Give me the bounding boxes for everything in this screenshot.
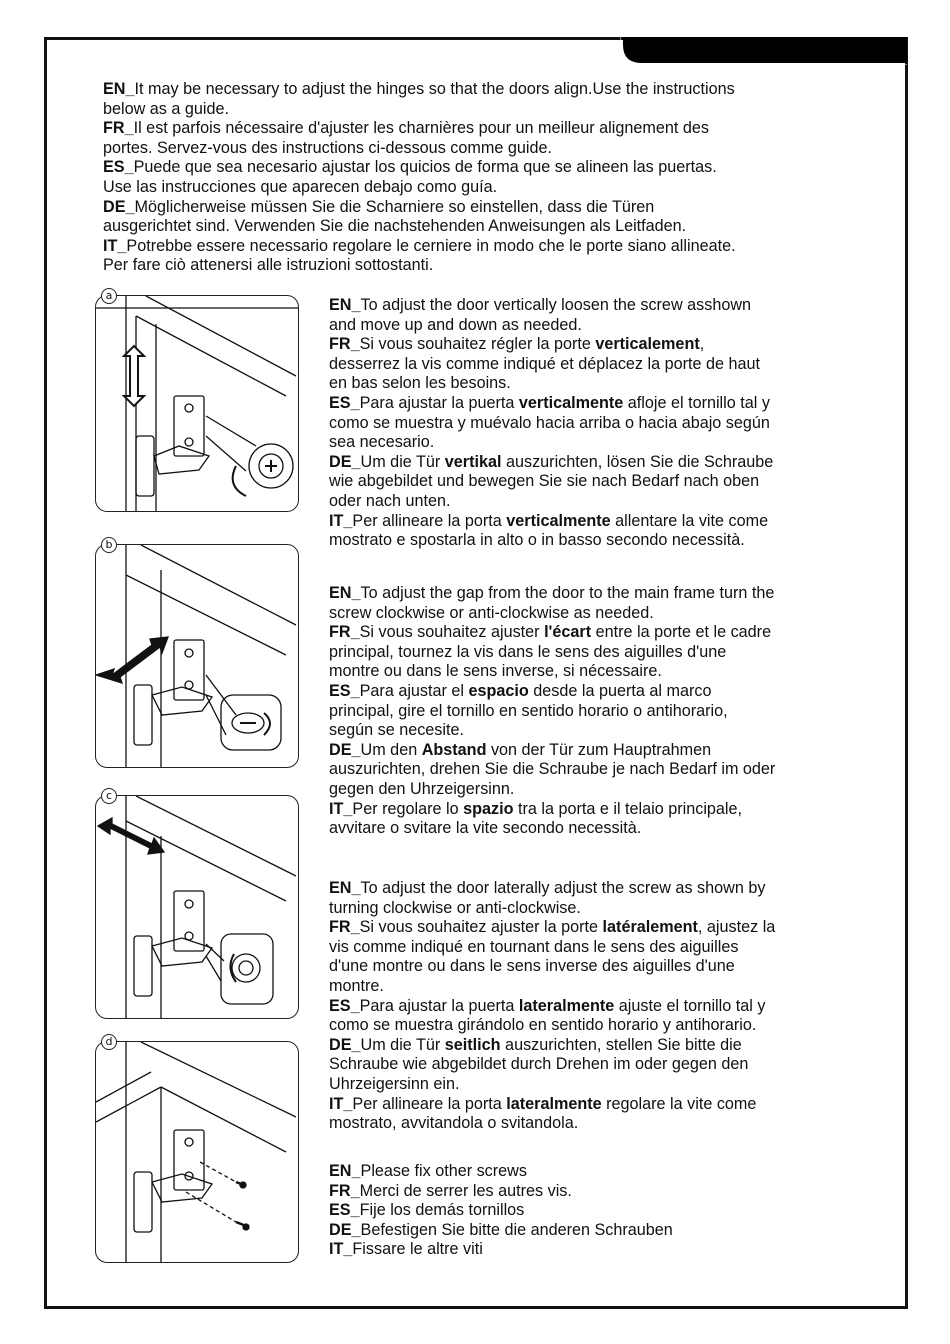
text-span: and move up and down as needed. — [329, 315, 582, 334]
text-span: Abstand — [421, 740, 487, 759]
text-span: Per allineare la porta — [352, 511, 507, 530]
intro-fr-cont: portes. Servez-vous des instructions ci-dessous comme guide. — [103, 138, 552, 157]
hinge-fix-screws-icon — [96, 1042, 298, 1262]
separator: _ — [124, 158, 134, 177]
intro-de-cont: ausgerichtet sind. Verwenden Sie die nachstehenden Anweisungen als Leitfaden. — [103, 217, 687, 236]
text-span: principal, gire el tornillo en sentido horario o antihorario, — [329, 701, 728, 720]
separator: _ — [343, 511, 353, 530]
text-span: lateralmente — [518, 996, 615, 1015]
separator: _ — [117, 236, 127, 255]
text-span: regolare la vite come — [601, 1094, 757, 1113]
text-span: FR — [329, 623, 351, 642]
text-span: IT — [329, 799, 344, 818]
text-span: EN — [329, 584, 352, 602]
text-span: EN — [329, 296, 352, 314]
figure-a — [95, 295, 299, 512]
figure-c — [95, 795, 299, 1019]
text-span: Schraube wie abgebildet durch Drehen im oder gegen den — [329, 1055, 749, 1074]
intro-en-cont: below as a guide. — [103, 99, 229, 118]
text-span: verticalmente — [518, 393, 624, 412]
step-a-text — [329, 296, 864, 551]
corner-tab-icon — [620, 37, 907, 65]
separator: _ — [351, 740, 361, 759]
figure-b — [95, 544, 299, 768]
text-span: DE — [329, 1035, 352, 1054]
lang-code: EN — [103, 80, 126, 98]
intro-es: Puede que sea necesario ajustar los quicios de forma que se alineen las puertas. — [133, 158, 717, 177]
text-span: tra la porta e il telaio principale, — [513, 799, 743, 818]
text-span: principal, tournez la vis dans le sens des aiguilles d'une — [329, 642, 727, 661]
text-span: Um die Tür — [360, 1035, 445, 1054]
figure-label-d: d — [101, 1034, 117, 1050]
text-span: Fije los demás tornillos — [359, 1201, 525, 1220]
text-span: turning clockwise or anti-clockwise. — [329, 898, 581, 917]
intro-text — [103, 80, 863, 276]
text-span: Para ajustar la puerta — [359, 393, 519, 412]
text-span: DE — [329, 452, 352, 471]
text-span: montre. — [329, 976, 384, 995]
text-span: allentare la vite come — [610, 511, 769, 530]
separator: _ — [343, 1094, 353, 1113]
intro-en: It may be necessary to adjust the hinges so that the doors align.Use the instructions — [134, 80, 735, 98]
text-span: Befestigen Sie bitte die anderen Schrauben — [360, 1220, 673, 1239]
lang-code: ES — [103, 158, 125, 177]
text-span: verticalement — [595, 335, 700, 354]
text-span: Per regolare lo — [352, 799, 464, 818]
intro-it-cont: Per fare ciò attenersi alle istruzioni sottostanti. — [103, 256, 434, 275]
text-span: Um die Tür — [360, 452, 445, 471]
text-span: lateralmente — [506, 1094, 602, 1113]
separator: _ — [343, 799, 353, 818]
text-span: según se necesite. — [329, 721, 464, 740]
text-span: spazio — [463, 799, 514, 818]
text-span: Fissare le altre viti — [352, 1240, 483, 1259]
text-span: oder nach unten. — [329, 491, 451, 510]
text-span: en bas selon les besoins. — [329, 374, 511, 393]
text-span: wie abgebildet und bewegen Sie sie nach Bedarf nach oben — [329, 472, 760, 491]
separator: _ — [350, 1201, 360, 1220]
text-span: EN — [329, 1162, 352, 1180]
text-span: Si vous souhaitez ajuster la porte — [359, 918, 603, 937]
text-span: gegen den Uhrzeigersinn. — [329, 779, 515, 798]
text-span: montre ou dans le sens inverse, si nécessaire. — [329, 662, 662, 681]
text-span: afloje el tornillo tal y — [623, 393, 770, 412]
text-span: mostrato, avvitandola o svitandola. — [329, 1114, 579, 1133]
text-span: vis comme indiqué en tournant dans le sens des aiguilles — [329, 937, 739, 956]
text-span: ES — [329, 393, 351, 412]
step-b-text — [329, 584, 864, 839]
hinge-gap-adjust-icon — [96, 545, 298, 767]
hinge-lateral-adjust-icon — [96, 796, 298, 1018]
separator: _ — [124, 119, 134, 138]
separator: _ — [350, 1181, 360, 1200]
text-span: To adjust the gap from the door to the main frame turn the — [360, 584, 775, 602]
text-span: Para ajustar el — [359, 681, 469, 700]
text-span: To adjust the door laterally adjust the screw as shown by — [360, 879, 766, 897]
text-span: Please fix other screws — [360, 1162, 527, 1180]
text-span: sea necesario. — [329, 433, 435, 452]
text-span: vertikal — [444, 452, 502, 471]
text-span: d'une montre ou dans le sens inverse des aiguilles d'une — [329, 957, 735, 976]
text-span: entre la porte et le cadre — [591, 623, 772, 642]
separator: _ — [350, 681, 360, 700]
figure-label-c: c — [101, 788, 117, 804]
text-span: IT — [329, 1094, 344, 1113]
text-span: desserrez la vis comme indiqué et déplacez la porte de haut — [329, 354, 761, 373]
text-span: Si vous souhaitez régler la porte — [359, 335, 596, 354]
text-span: desde la puerta al marco — [528, 681, 712, 700]
text-span: Si vous souhaitez ajuster — [359, 623, 545, 642]
lang-code: FR — [103, 119, 125, 138]
separator: _ — [343, 1240, 353, 1259]
text-span: ES — [329, 996, 351, 1015]
text-span: Uhrzeigersinn ein. — [329, 1074, 460, 1093]
text-span: espacio — [468, 681, 529, 700]
figure-label-b: b — [101, 537, 117, 553]
text-span: Merci de serrer les autres vis. — [359, 1181, 572, 1200]
hinge-vertical-adjust-icon — [96, 296, 298, 511]
separator: _ — [350, 623, 360, 642]
text-span: FR — [329, 1181, 351, 1200]
text-span: von der Tür zum Hauptrahmen — [486, 740, 712, 759]
separator: _ — [350, 918, 360, 937]
text-span: Per allineare la porta — [352, 1094, 507, 1113]
text-span: l'écart — [544, 623, 592, 642]
text-span: verticalmente — [506, 511, 611, 530]
step-d-text — [329, 1162, 864, 1260]
lang-code: IT — [103, 236, 118, 255]
text-span: auszurichten, stellen Sie bitte die — [500, 1035, 742, 1054]
text-span: mostrato e spostarla in alto o in basso secondo necessità. — [329, 531, 745, 550]
text-span: , — [699, 335, 705, 354]
text-span: ES — [329, 1201, 351, 1220]
separator: _ — [350, 996, 360, 1015]
text-span: auszurichten, drehen Sie die Schraube je nach Bedarf im oder — [329, 760, 776, 779]
separator: _ — [125, 197, 135, 216]
separator: _ — [351, 1220, 361, 1239]
separator: _ — [351, 452, 361, 471]
step-c-text — [329, 879, 864, 1134]
text-span: seitlich — [444, 1035, 501, 1054]
text-span: Um den — [360, 740, 422, 759]
separator: _ — [351, 879, 361, 897]
text-span: DE — [329, 740, 352, 759]
text-span: IT — [329, 511, 344, 530]
text-span: como se muestra y muévalo hacia arriba o hacia abajo según — [329, 413, 770, 432]
separator: _ — [351, 1162, 361, 1180]
separator: _ — [351, 1035, 361, 1054]
separator: _ — [351, 296, 361, 314]
text-span: screw clockwise or anti-clockwise as needed. — [329, 603, 654, 622]
text-span: avvitare o svitare la vite secondo necessità. — [329, 819, 642, 838]
text-span: IT — [329, 1240, 344, 1259]
separator: _ — [350, 393, 360, 412]
figure-label-a: a — [101, 288, 117, 304]
lang-code: DE — [103, 197, 126, 216]
text-span: DE — [329, 1220, 352, 1239]
figure-d — [95, 1041, 299, 1263]
intro-it: Potrebbe essere necessario regolare le cerniere in modo che le porte siano allineate. — [126, 236, 736, 255]
text-span: EN — [329, 879, 352, 897]
separator: _ — [350, 335, 360, 354]
intro-fr: Il est parfois nécessaire d'ajuster les charnières pour un meilleur alignement des — [133, 119, 709, 138]
separator: _ — [351, 584, 361, 602]
text-span: latéralement — [602, 918, 698, 937]
intro-es-cont: Use las instrucciones que aparecen debajo como guía. — [103, 177, 498, 196]
text-span: , ajustez la — [697, 918, 776, 937]
text-span: como se muestra girándolo en sentido horario y antihorario. — [329, 1016, 757, 1035]
intro-de: Möglicherweise müssen Sie die Scharniere so einstellen, dass die Türen — [134, 197, 655, 216]
separator: _ — [125, 80, 135, 98]
text-span: ajuste el tornillo tal y — [614, 996, 766, 1015]
text-span: FR — [329, 918, 351, 937]
text-span: Para ajustar la puerta — [359, 996, 519, 1015]
text-span: ES — [329, 681, 351, 700]
text-span: FR — [329, 335, 351, 354]
text-span: To adjust the door vertically loosen the screw asshown — [360, 296, 752, 314]
text-span: auszurichten, lösen Sie die Schraube — [501, 452, 774, 471]
